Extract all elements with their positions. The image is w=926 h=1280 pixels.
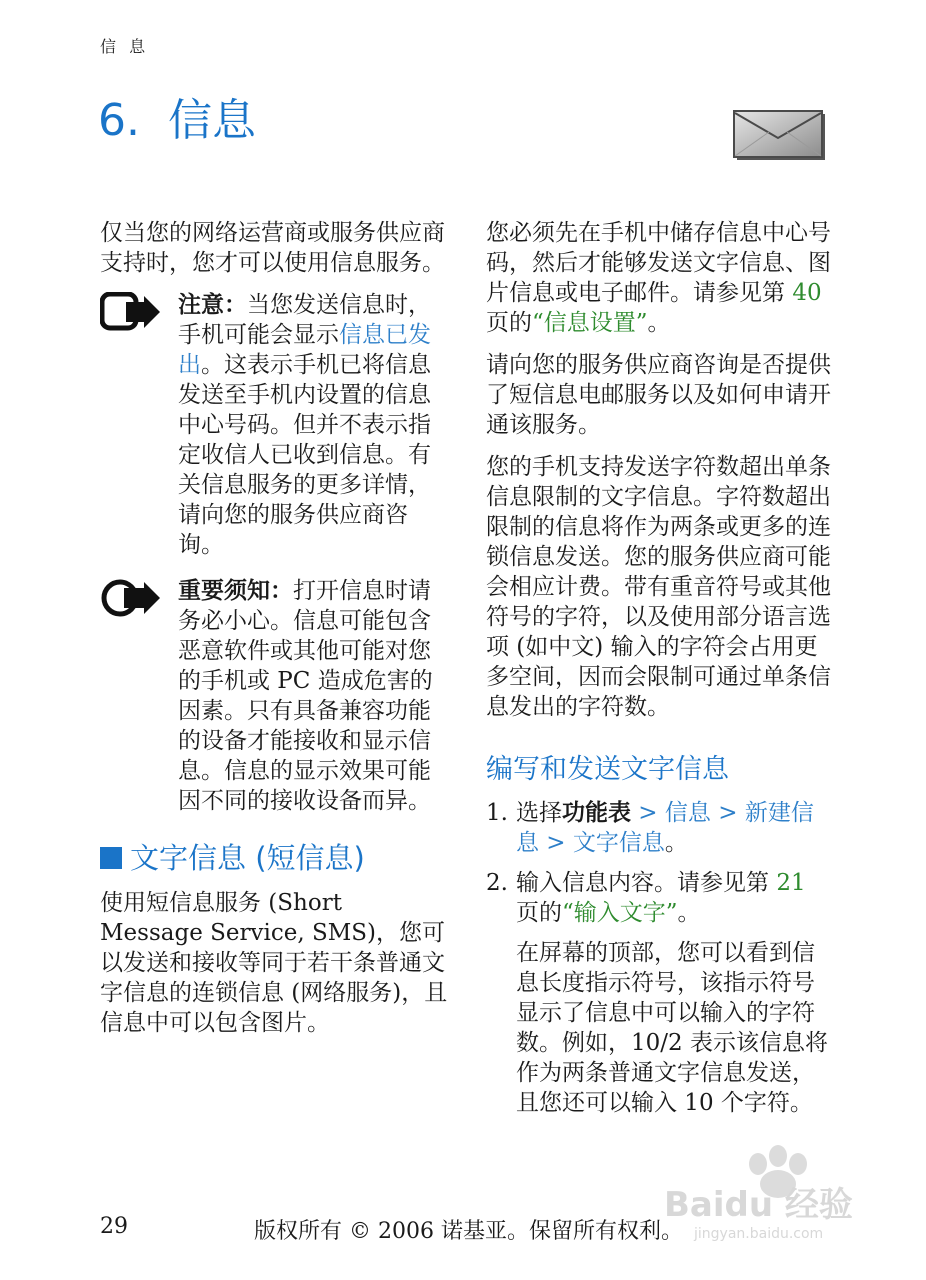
note-text-after: 。这表示手机已将信息发送至手机内设置的信息中心号码。但并不表示指定收信人已收到信息。有关信息服务的更多详情，请向您的服务供应商咨询。 [178,352,431,558]
watermark-url: jingyan.baidu.com [694,1226,824,1242]
menu-item-messages[interactable]: 信息 [664,800,711,826]
p1-page-link[interactable]: 40 [792,280,822,306]
step-1-text: 选择 [516,800,562,826]
step-2-page-link[interactable]: 21 [776,870,806,896]
step-2-text-before: 输入信息内容。请参见第 [516,870,777,896]
step-2 [486,868,832,928]
step-2-section-link[interactable]: “输入文字” [562,900,678,926]
paragraph-sms-email: 请向您的服务供应商咨询是否提供了短信息电邮服务以及如何申请开通该服务。 [486,352,831,438]
note-text-before: 当您发送信息时，手机可能会显示 [178,292,431,348]
left-column [100,218,448,1050]
menu-item-new-message[interactable]: 新建信息 [516,800,814,856]
section-title: 文字信息 (短信息) [130,841,365,875]
important-block [100,576,448,816]
step-1-number: 1. [486,800,508,826]
running-head: 信 息 [100,37,150,56]
menu-label[interactable]: 功能表 [562,800,631,826]
important-label: 重要须知： [178,578,293,604]
step-2-detail: 在屏幕的顶部，您可以看到信息长度指示符号，该指示符号显示了信息中可以输入的字符数。例如，10/2 表示该信息将作为两条普通文字信息发送，且您还可以输入 10 个字符。 [516,940,828,1116]
p1-section-link[interactable]: “信息设置” [532,310,648,336]
watermark-brand: Baidu 经验 [664,1185,853,1225]
step-1-sep-1: > [631,800,665,826]
important-text: 打开信息时请务必小心。信息可能包含恶意软件或其他可能对您的手机或 PC 造成危害的因素。只有具备兼容功能的设备才能接收和显示信息。信息的显示效果可能因不同的接收设备而异。 [178,578,433,814]
paragraph-long-messages: 您的手机支持发送字符数超出单条信息限制的文字信息。字符数超出限制的信息将作为两条或更多的连锁信息发送。您的服务供应商可能会相应计费。带有重音符号或其他符号的字符，以及使用部分语言选项 (如中文) 输入的字符会占用更多空间，因而会限制可通过单条信息发出的字符数。 [486,454,831,720]
subheading-write-send: 编写和发送文字信息 [486,754,729,785]
section-body: 使用短信息服务 (Short Message Service, SMS)，您可以发送和接收等同于若干条普通文字信息的连锁信息 (网络服务)，且信息中可以包含图片。 [100,890,448,1036]
baidu-watermark [660,1138,870,1248]
page-number: 29 [100,1214,128,1239]
step-1-sep-3: > [539,830,573,856]
menu-item-text-message[interactable]: 文字信息 [572,830,665,856]
step-1-end: 。 [664,830,688,856]
step-2-end: 。 [677,900,701,926]
copyright-notice: 版权所有 © 2006 诺基亚。保留所有权利。 [254,1219,683,1244]
note-hand-icon [100,292,162,332]
right-column [486,218,832,1118]
note-label: 注意： [178,292,247,318]
step-1-sep-2: > [710,800,745,826]
step-2-number: 2. [486,870,508,896]
section-heading [100,838,448,878]
chapter-title: 6. 信息 [98,95,256,146]
paragraph-message-center [486,218,832,338]
p1-text-before: 您必须先在手机中储存信息中心号码，然后才能够发送文字信息、图片信息或电子邮件。请参见第 [486,220,831,306]
envelope-icon [733,110,827,162]
step-1 [486,798,832,858]
step-2-text-mid: 页的 [516,900,562,926]
warning-hand-icon [100,578,162,618]
section-square-icon [100,847,122,869]
note-link[interactable]: 信息已发出 [178,322,431,378]
intro-paragraph: 仅当您的网络运营商或服务供应商支持时，您才可以使用信息服务。 [100,220,445,276]
note-block [100,290,448,560]
p1-text-mid: 页的 [486,310,532,336]
p1-text-after: 。 [647,310,671,336]
